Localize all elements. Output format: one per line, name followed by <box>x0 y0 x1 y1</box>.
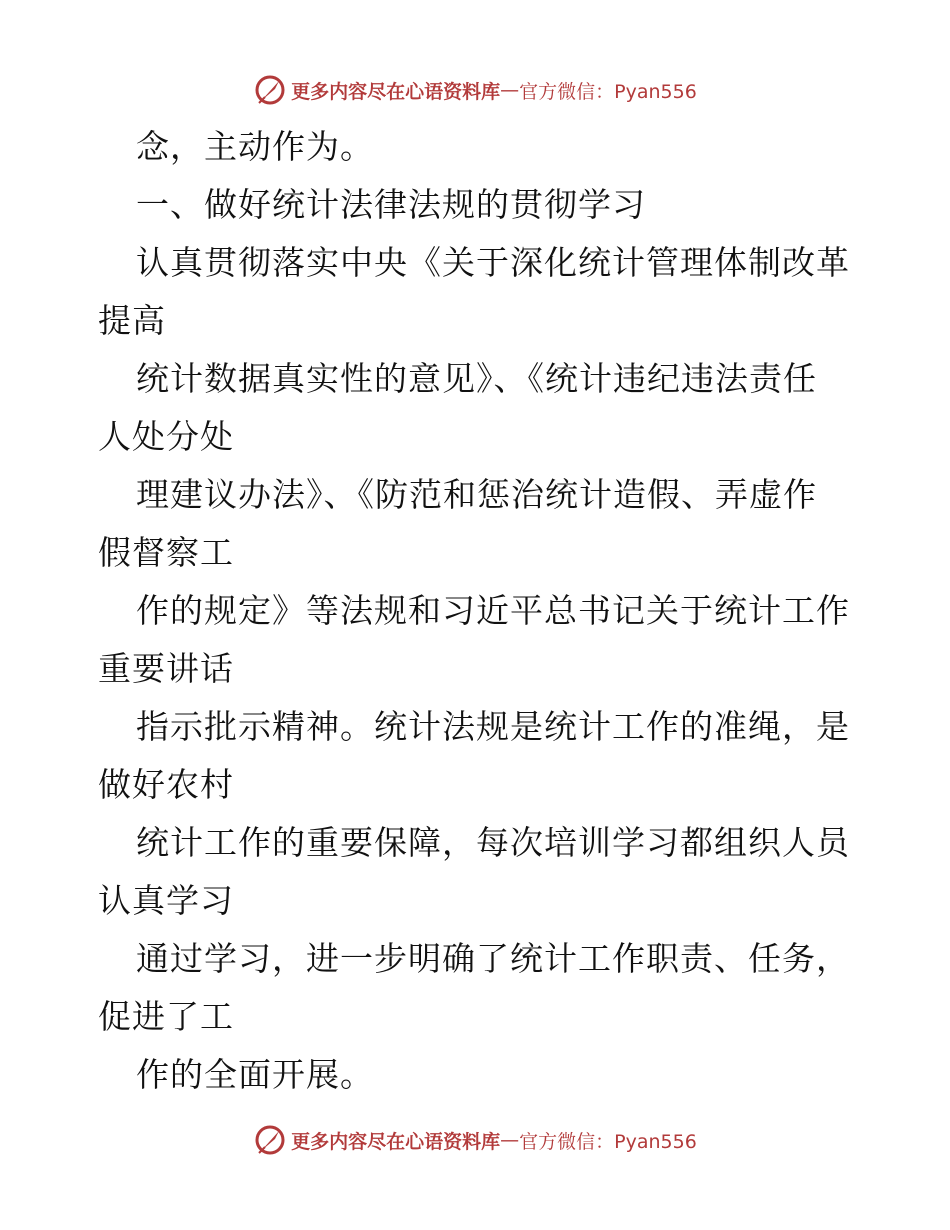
header-separator: — <box>500 79 520 101</box>
body-line: 理建议办法》、《防范和惩治统计造假、弄虚作 <box>136 475 817 514</box>
body-line: 假督察工 <box>98 533 234 572</box>
body-line: 重要讲话 <box>98 649 234 688</box>
body-line: 统计工作的重要保障，每次培训学习都组织人员 <box>136 823 850 862</box>
body-line: 人处分处 <box>98 417 234 456</box>
body-line: 促进了工 <box>98 997 234 1036</box>
section-heading: 一、做好统计法律法规的贯彻学习 <box>136 185 646 224</box>
footer-wechat-text: 官方微信：Pyan556 <box>519 1130 697 1153</box>
body-line: 统计数据真实性的意见》、《统计违纪违法责任 <box>136 359 817 398</box>
footer-separator: — <box>500 1129 520 1151</box>
body-line: 提高 <box>98 301 166 340</box>
footer-brand-text: 更多内容尽在心语资料库 <box>291 1130 501 1153</box>
header-wechat-text: 官方微信：Pyan556 <box>519 80 697 103</box>
document-body <box>98 118 878 1104</box>
body-line: 作的规定》等法规和习近平总书记关于统计工作 <box>136 591 850 630</box>
header-watermark <box>0 70 950 110</box>
body-line: 做好农村 <box>98 765 234 804</box>
body-line: 认真学习 <box>98 881 234 920</box>
body-line: 指示批示精神。统计法规是统计工作的准绳，是 <box>136 707 850 746</box>
body-line: 认真贯彻落实中央《关于深化统计管理体制改革 <box>136 243 850 282</box>
body-line: 念，主动作为。 <box>136 127 374 166</box>
quill-logo-icon <box>253 1123 287 1157</box>
quill-logo-icon <box>253 73 287 107</box>
header-brand-text: 更多内容尽在心语资料库 <box>291 80 501 103</box>
body-line: 作的全面开展。 <box>136 1055 374 1094</box>
body-line: 通过学习，进一步明确了统计工作职责、任务， <box>136 939 850 978</box>
footer-watermark <box>0 1120 950 1160</box>
